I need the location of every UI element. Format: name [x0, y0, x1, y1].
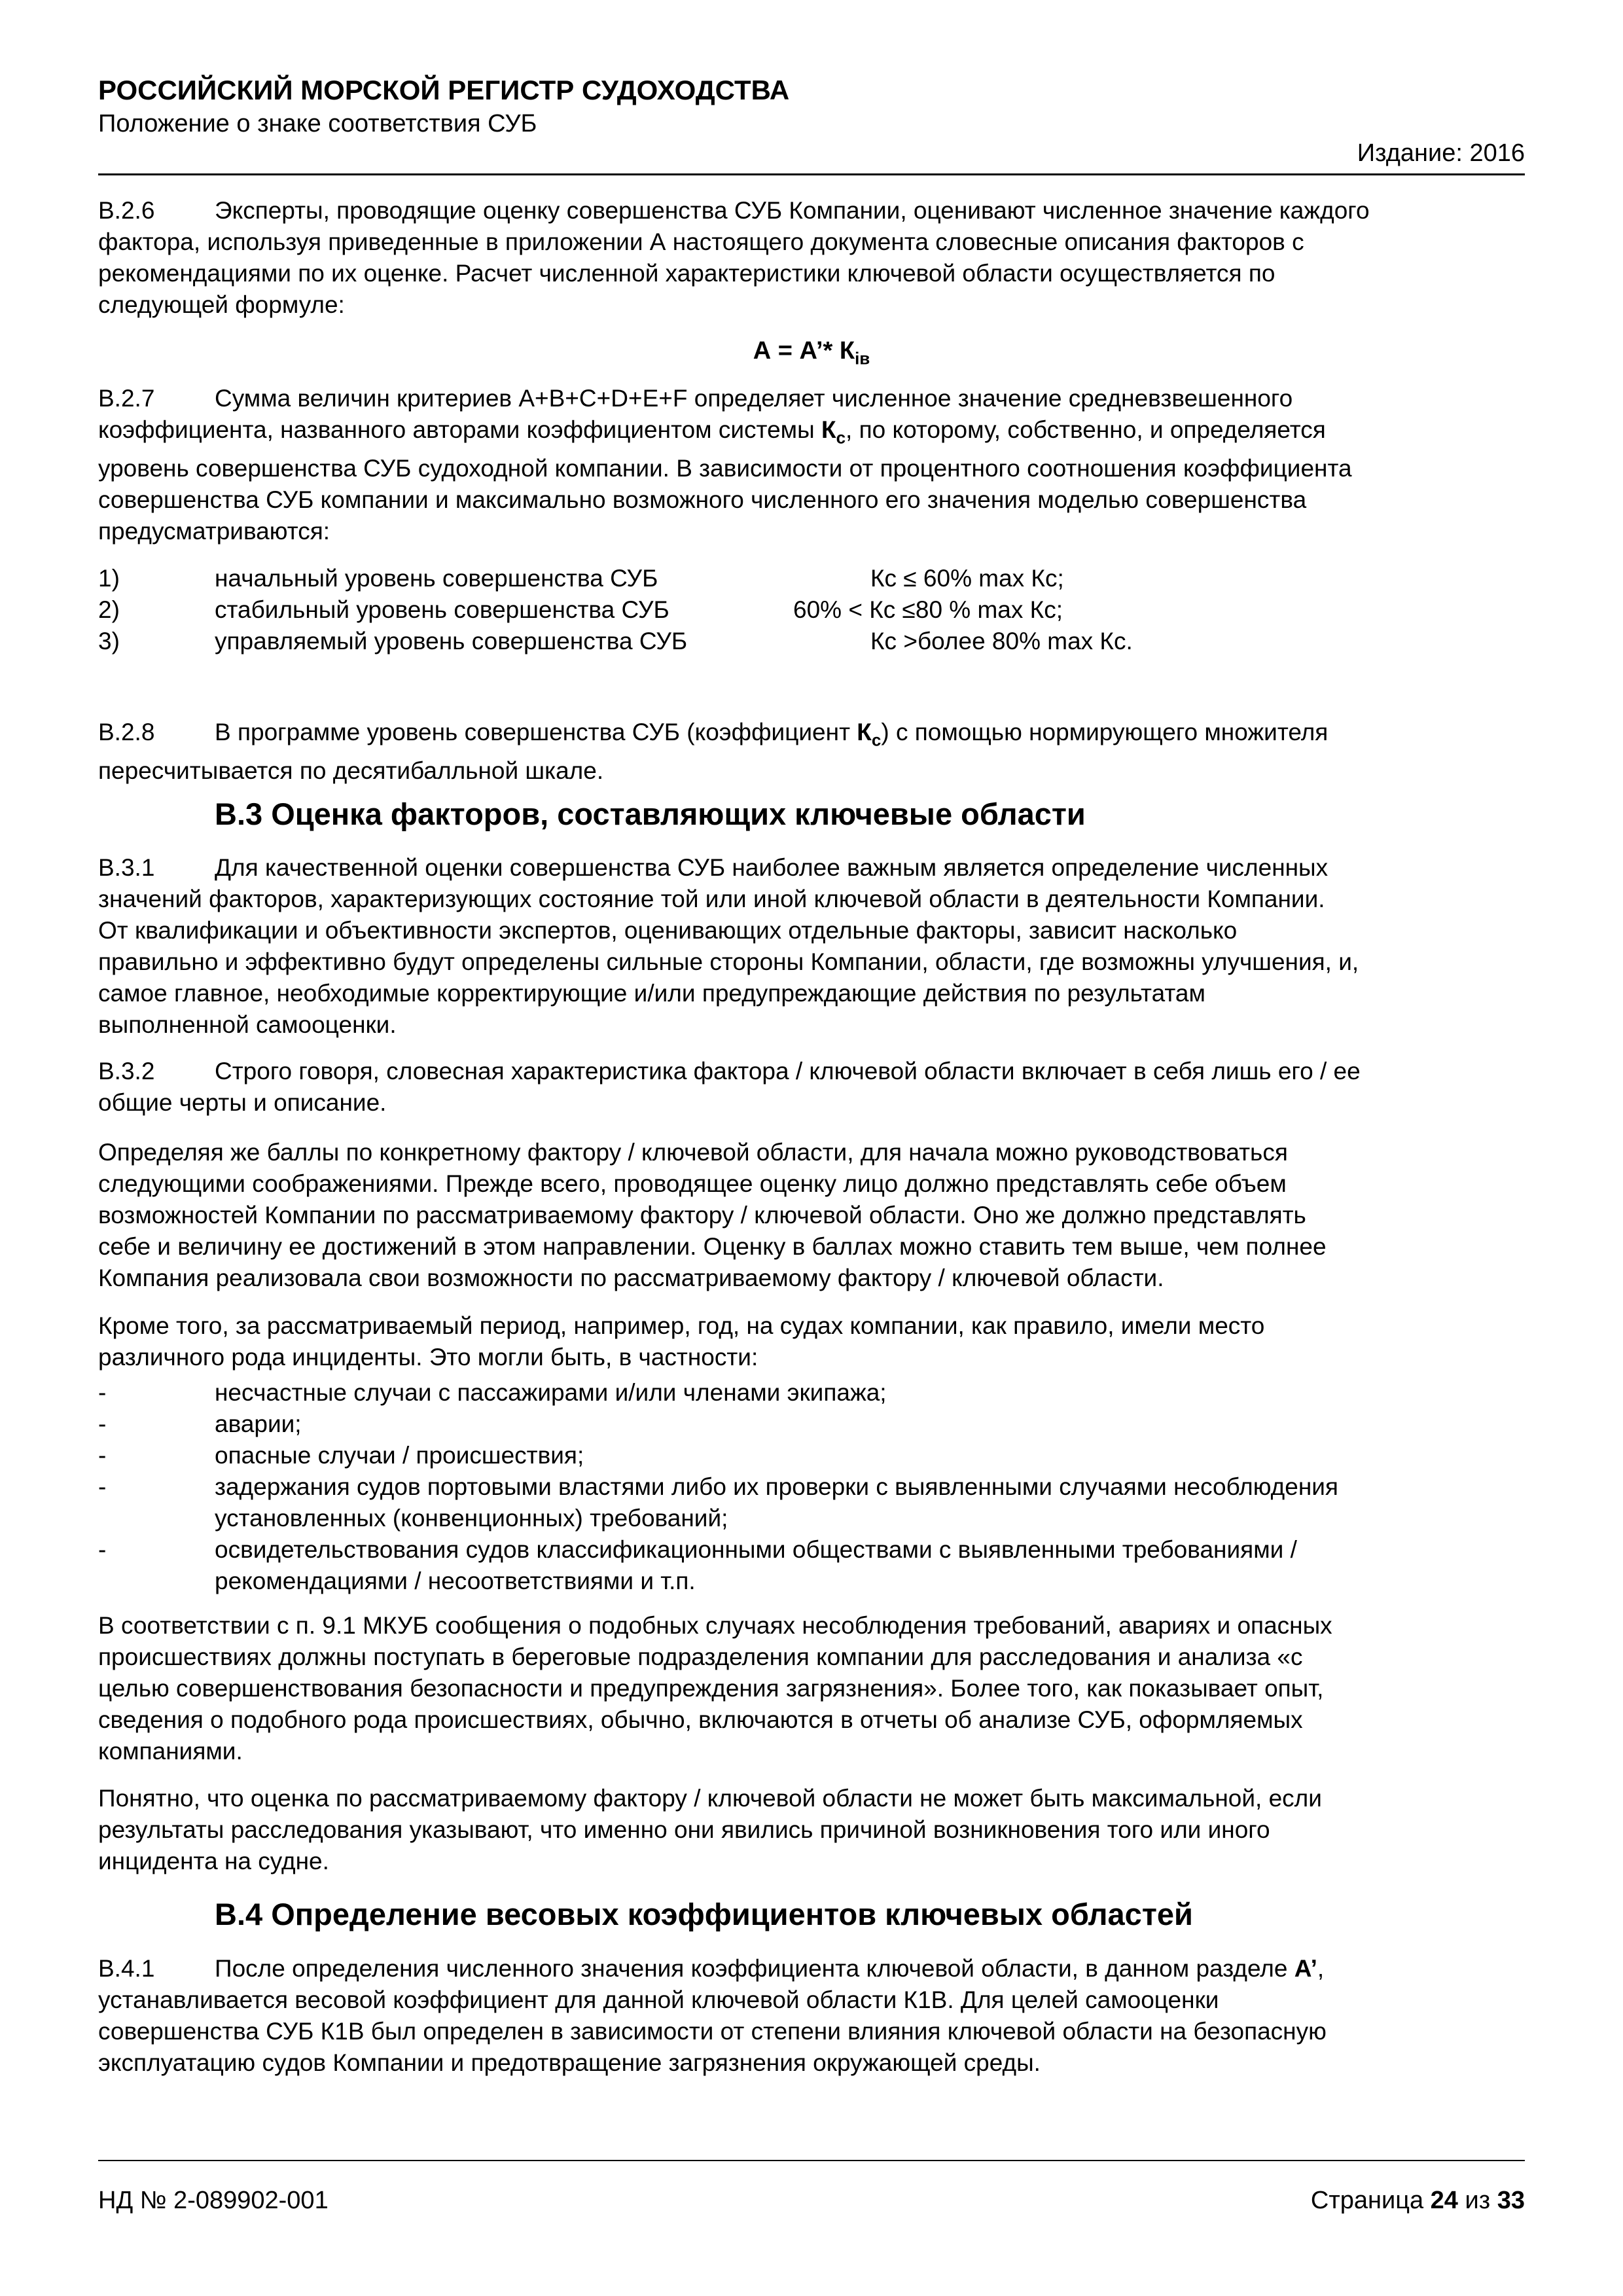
paragraph-incidents — [98, 1310, 1525, 1373]
list-item-text: рекомендациями / несоответствиями и т.п. — [215, 1568, 696, 1594]
organization-name: РОССИЙСКИЙ МОРСКОЙ РЕГИСТР СУДОХОДСТВА — [98, 75, 790, 105]
level-criterion: Кс >более 80% max Кс. — [870, 628, 1133, 655]
paragraph-text: правильно и эффективно будут определены сильные стороны Компании, области, где возможны улучшения, и, — [98, 948, 1359, 975]
list-dash: - — [98, 1442, 107, 1469]
paragraph-text: От квалификации и объективности экспертов, оценивающих отдельные факторы, зависит насколько — [98, 917, 1238, 944]
list-dash: - — [98, 1410, 107, 1437]
paragraph-text: эксплуатацию судов Компании и предотвращение загрязнения окружающей среды. — [98, 2049, 1041, 2076]
list-dash: - — [98, 1536, 107, 1563]
list-item-text: установленных (конвенционных) требований; — [215, 1505, 728, 1532]
level-number: 3) — [98, 628, 120, 655]
paragraph-text: уровень совершенства СУБ судоходной компании. В зависимости от процентного соотношения коэффициента — [98, 455, 1352, 482]
paragraph-text: Эксперты, проводящие оценку совершенства СУБ Компании, оценивают численное значение каждого — [215, 197, 1370, 224]
paragraph-text: общие черты и описание. — [98, 1089, 387, 1116]
paragraph-text: происшествиях должны поступать в береговые подразделения компании для расследования и анализа «с — [98, 1643, 1303, 1670]
paragraph-number: В.2.7 — [98, 385, 155, 412]
paragraph-number: В.3.2 — [98, 1058, 155, 1085]
footer-divider — [98, 2160, 1525, 2161]
list-dash: - — [98, 1473, 107, 1500]
coefficient-kc: $К_с$ — [821, 416, 846, 448]
level-row — [98, 594, 1525, 626]
level-text: стабильный уровень совершенства СУБ — [215, 596, 669, 623]
level-criterion: Кс ≤ 60% max Кс; — [870, 565, 1064, 592]
paragraph-text: Кроме того, за рассматриваемый период, например, год, на судах компании, как правило, имели место — [98, 1312, 1265, 1339]
level-row — [98, 626, 1525, 657]
document-title: Положение о знаке соответствия СУБ — [98, 110, 537, 137]
paragraph-text: сведения о подобного рода происшествиях, обычно, включаются в отчеты об анализе СУБ, оформляемых — [98, 1706, 1303, 1733]
paragraph-text: следующей формуле: — [98, 291, 345, 318]
paragraph-text: Понятно, что оценка по рассматриваемому фактору / ключевой области не может быть максимальной, если — [98, 1785, 1322, 1812]
paragraph-text: Компания реализовала свои возможности по рассматриваемому фактору / ключевой области. — [98, 1265, 1164, 1291]
paragraph-text: В программе уровень совершенства СУБ (коэффициент — [215, 719, 857, 745]
current-page: 24 — [1430, 2187, 1458, 2214]
list-dash: - — [98, 1379, 107, 1406]
edition-label: Издание: 2016 — [1357, 139, 1525, 167]
paragraph-text: самое главное, необходимые корректирующие и/или предупреждающие действия по результатам — [98, 980, 1205, 1007]
list-item-text: освидетельствования судов классификационными обществами с выявленными требованиями / — [215, 1536, 1297, 1563]
paragraph-number: В.4.1 — [98, 1955, 155, 1982]
level-criterion: 60% < Кс ≤80 % max Кс; — [793, 596, 1063, 623]
paragraph-text: целью совершенствования безопасности и предупреждения загрязнения». Более того, как показывает опыт, — [98, 1675, 1324, 1702]
paragraph-b-3-1 — [98, 852, 1525, 1041]
paragraph-number: В.3.1 — [98, 854, 155, 881]
paragraph-text: различного рода инциденты. Это могли быть, в частности: — [98, 1344, 758, 1371]
paragraph-text: ) с помощью нормирующего множителя — [881, 719, 1329, 745]
coefficient-a-prime: А’ — [1294, 1955, 1317, 1982]
list-item-text: несчастные случаи с пассажирами и/или членами экипажа; — [215, 1379, 887, 1406]
paragraph-max-score — [98, 1783, 1525, 1877]
paragraph-text: После определения численного значения коэффициента ключевой области, в данном разделе — [215, 1955, 1294, 1982]
paragraph-text: компаниями. — [98, 1738, 243, 1765]
level-text: начальный уровень совершенства СУБ — [215, 565, 658, 592]
list-item-text: опасные случаи / происшествия; — [215, 1442, 584, 1469]
document-number: НД № 2-089902-001 — [98, 2187, 329, 2214]
paragraph-text: Для качественной оценки совершенства СУБ наиболее важным является определение численных — [215, 854, 1329, 881]
coefficient-kc: $К_с$ — [857, 719, 882, 750]
formula-main: А = А’* К — [753, 337, 855, 365]
paragraph-b-2-8 — [98, 717, 1525, 787]
paragraph-b-3-2 — [98, 1056, 1525, 1119]
formula-subscript: iв — [855, 348, 870, 368]
paragraph-text: Строго говоря, словесная характеристика фактора / ключевой области включает в себя лишь его / ее — [215, 1058, 1361, 1085]
level-text: управляемый уровень совершенства СУБ — [215, 628, 688, 655]
paragraph-text: Сумма величин критериев A+B+C+D+E+F определяет численное значение средневзвешенного — [215, 385, 1293, 412]
paragraph-ism-code — [98, 1610, 1525, 1767]
paragraph-text: устанавливается весовой коэффициент для данной ключевой области К1В. Для целей самооценки — [98, 1986, 1219, 2013]
page-number: Страница 24 из 33 — [1310, 2187, 1525, 2214]
paragraph-text: Определяя же баллы по конкретному фактору / ключевой области, для начала можно руководствоваться — [98, 1139, 1288, 1166]
paragraph-text: коэффициента, названного авторами коэффициентом системы — [98, 416, 821, 443]
paragraph-text: пересчитывается по десятибалльной шкале. — [98, 757, 604, 785]
paragraph-text: , по которому, собственно, и определяется — [846, 416, 1326, 443]
section-heading-b-3: В.3 Оценка факторов, составляющих ключевые области — [215, 797, 1086, 831]
level-number: 2) — [98, 596, 120, 623]
paragraph-b-2-6 — [98, 195, 1525, 321]
formula — [0, 335, 1623, 374]
section-heading-b-4: В.4 Определение весовых коэффициентов ключевых областей — [215, 1897, 1193, 1931]
paragraph-scoring — [98, 1137, 1525, 1294]
paragraph-number: В.2.8 — [98, 719, 155, 745]
paragraph-number: В.2.6 — [98, 197, 155, 224]
paragraph-text: совершенства СУБ К1В был определен в зависимости от степени влияния ключевой области на безопасную — [98, 2018, 1327, 2045]
paragraph-text: инцидента на судне. — [98, 1848, 329, 1874]
paragraph-b-4-1 — [98, 1953, 1525, 2079]
level-row — [98, 563, 1525, 594]
level-number: 1) — [98, 565, 120, 592]
paragraph-text: , — [1317, 1955, 1325, 1982]
paragraph-text: фактора, используя приведенные в приложении А настоящего документа словесные описания факторов с — [98, 228, 1304, 255]
total-pages: 33 — [1497, 2187, 1525, 2214]
paragraph-text: себе и величину ее достижений в этом направлении. Оценку в баллах можно ставить тем выше, чем полнее — [98, 1233, 1327, 1260]
paragraph-text: В соответствии с п. 9.1 МКУБ сообщения о подобных случаях несоблюдения требований, авариях и опасных — [98, 1612, 1332, 1639]
paragraph-text: рекомендациями по их оценке. Расчет численной характеристики ключевой области осуществляется по — [98, 260, 1275, 287]
paragraph-text: результаты расследования указывают, что именно они явились причиной возникновения того или иного — [98, 1816, 1270, 1843]
paragraph-text: значений факторов, характеризующих состояние той или иной ключевой области в деятельности Компании. — [98, 886, 1325, 912]
paragraph-text: выполненной самооценки. — [98, 1011, 397, 1038]
paragraph-text: совершенства СУБ компании и максимально возможного численного его значения моделью совершенства — [98, 486, 1307, 514]
header-divider — [98, 173, 1525, 175]
list-item-text: аварии; — [215, 1410, 302, 1437]
paragraph-text: следующими соображениями. Прежде всего, проводящее оценку лицо должно представлять себе объем — [98, 1170, 1287, 1197]
paragraph-text: предусматриваются: — [98, 518, 330, 545]
paragraph-b-2-7 — [98, 383, 1525, 547]
list-item-text: задержания судов портовыми властями либо их проверки с выявленными случаями несоблюдения — [215, 1473, 1338, 1500]
paragraph-text: возможностей Компании по рассматриваемому фактору / ключевой области. Оно же должно представлять — [98, 1202, 1306, 1229]
